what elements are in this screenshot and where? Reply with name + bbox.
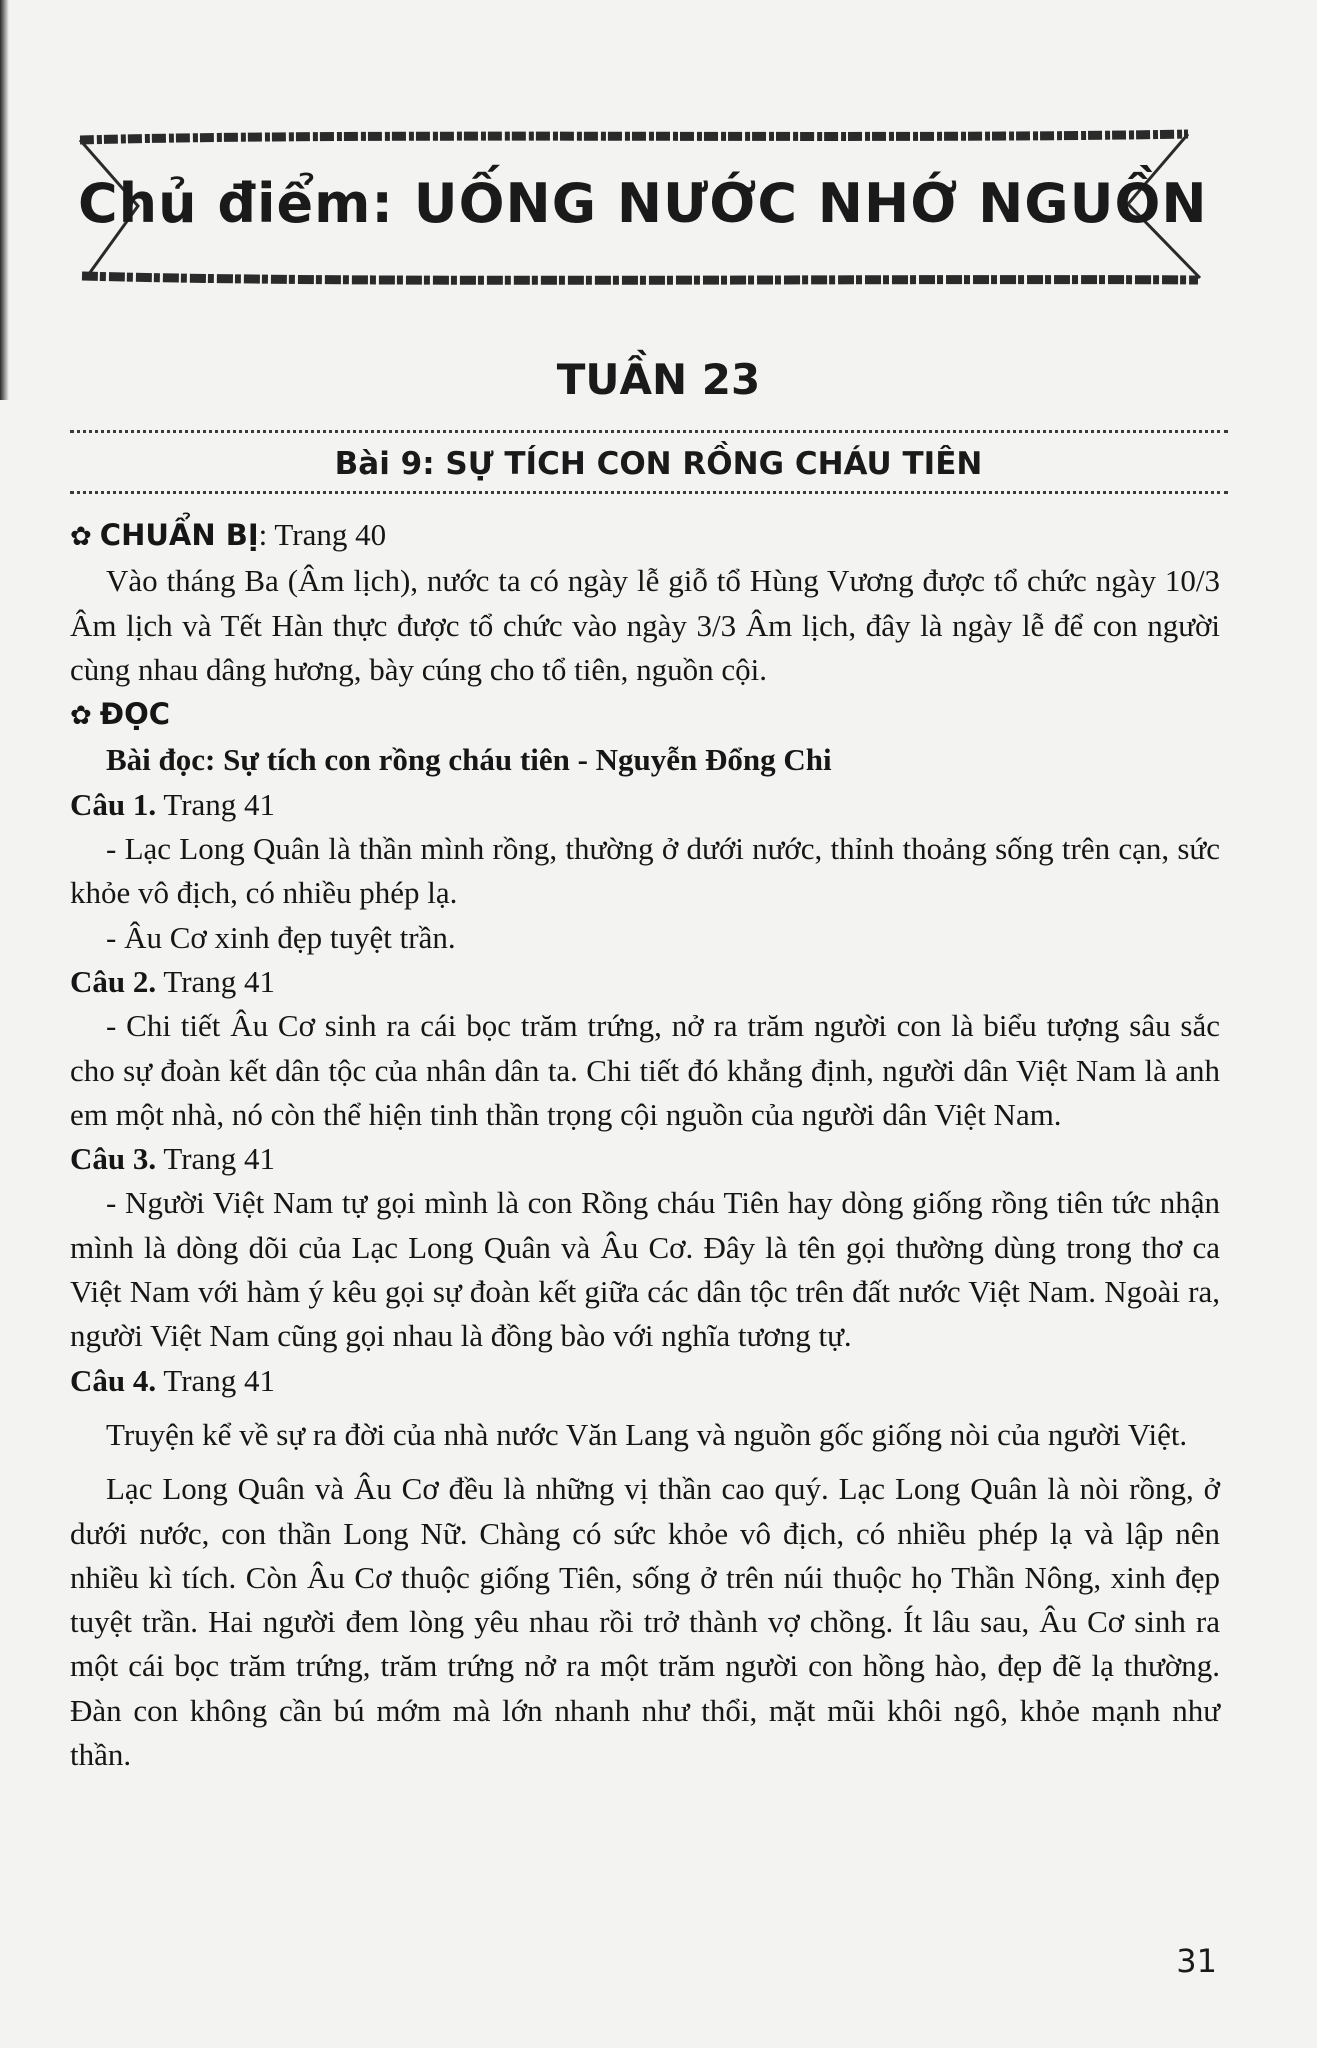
- section-prepare-heading: ✿ CHUẨN BỊ: Trang 40: [70, 517, 387, 552]
- section-prepare-text: Vào tháng Ba (Âm lịch), nước ta có ngày lễ giỗ tổ Hùng Vương được tổ chức ngày 10/3 Âm lịch và Tết Hàn thực được tổ chức vào ngày 3/3 Âm lịch, đây là ngày lễ để con người cùng nhau dâng hương, bày cúng cho tổ tiên, nguồn cội.: [70, 563, 1220, 687]
- answer-paragraph: - Chi tiết Âu Cơ sinh ra cái bọc trăm trứng, nở ra trăm người con là biểu tượng sâu sắc cho sự đoàn kết dân tộc của nhân dân ta. Chi tiết đó khẳng định, người dân Việt Nam là anh em một nhà, nó còn thể hiện tinh thần trọng cội nguồn của người dân Việt Nam.: [70, 1008, 1220, 1132]
- question-heading: Câu 3. Trang 41: [70, 1141, 276, 1177]
- week-title: TUẦN 23: [556, 355, 761, 404]
- section-read-heading: ✿ ĐỌC: [70, 697, 171, 732]
- question-heading: Câu 1. Trang 41: [70, 786, 276, 822]
- flower-bullet-icon: ✿: [70, 522, 92, 552]
- page-number: 31: [1176, 1942, 1217, 1980]
- divider-bottom: [70, 491, 1228, 494]
- chapter-banner: [78, 128, 1208, 288]
- page-body: [70, 513, 1220, 1777]
- chapter-banner-title: Chủ điểm: UỐNG NƯỚC NHỚ NGUỒN: [78, 172, 1208, 235]
- lesson-title: Bài 9: SỰ TÍCH CON RỒNG CHÁU TIÊN: [334, 446, 983, 482]
- answer-paragraph: - Âu Cơ xinh đẹp tuyệt trần.: [106, 919, 456, 955]
- divider-top: [70, 430, 1228, 433]
- question-heading: Câu 4. Trang 41: [70, 1362, 276, 1398]
- answer-paragraph: Lạc Long Quân và Âu Cơ đều là những vị thần cao quý. Lạc Long Quân là nòi rồng, ở dưới nước, con thần Long Nữ. Chàng có sức khỏe vô địch, có nhiều phép lạ và lập nên nhiều kì tích. Còn Âu Cơ thuộc giống Tiên, sống ở trên núi thuộc họ Thần Nông, xinh đẹp tuyệt trần. Hai người đem lòng yêu nhau rồi trở thành vợ chồng. Ít lâu sau, Âu Cơ sinh ra một cái bọc trăm trứng, trăm trứng nở ra một trăm người con hồng hào, đẹp đẽ lạ thường. Đàn con không cần bú mớm mà lớn nhanh như thổi, mặt mũi khôi ngô, khỏe mạnh như thần.: [70, 1471, 1220, 1773]
- reading-title: Bài đọc: Sự tích con rồng cháu tiên - Nguyễn Đổng Chi: [106, 742, 832, 778]
- answer-paragraph: - Lạc Long Quân là thần mình rồng, thường ở dưới nước, thỉnh thoảng sống trên cạn, sức khỏe vô địch, có nhiều phép lạ.: [70, 831, 1220, 911]
- question-heading: Câu 2. Trang 41: [70, 963, 276, 999]
- answer-paragraph: Truyện kể về sự ra đời của nhà nước Văn Lang và nguồn gốc giống nòi của người Việt.: [106, 1416, 1188, 1452]
- flower-bullet-icon: ✿: [70, 701, 92, 732]
- answer-paragraph: - Người Việt Nam tự gọi mình là con Rồng cháu Tiên hay dòng giống rồng tiên tức nhận mình là dòng dõi của Lạc Long Quân và Âu Cơ. Đây là tên gọi thường dùng trong thơ ca Việt Nam với hàm ý kêu gọi sự đoàn kết giữa các dân tộc trên đất nước Việt Nam. Ngoài ra, người Việt Nam cũng gọi nhau là đồng bào với nghĩa tương tự.: [70, 1185, 1220, 1354]
- page-edge-shadow: [0, 0, 9, 400]
